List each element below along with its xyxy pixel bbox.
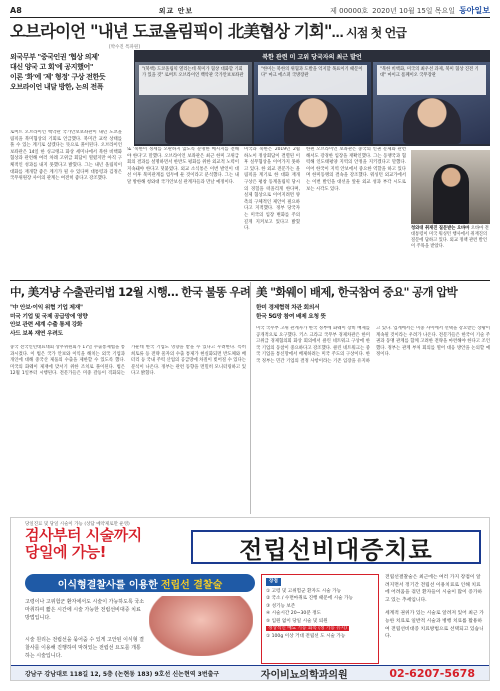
official-quote: "한미는 북한의 위협과 도발을 억지할 목표이기 때문이다" 마크 에스퍼 국방장관 (258, 65, 367, 95)
clinic-advertisement[interactable] (10, 517, 490, 681)
ad-side-paragraph: 세계적 권위가 있는 시술로 알려져 있어 최근 가능한 치료로 일반적 시술과 병행 치료를 활용하여 전립선비대증 치료방법으로 선택되고 있습니다. (385, 611, 484, 640)
portrait-image (165, 98, 223, 144)
subheadline: 안보 관련 세계 수출 통제 강화 (10, 322, 83, 328)
headline-tail: … 시점 첫 언급 (331, 26, 407, 40)
subheadline: "中 안보·이익 위협 기업 제재" (10, 305, 83, 311)
official-panel (373, 62, 490, 144)
left-article-subheads (10, 304, 126, 338)
ad-red-headline (25, 527, 142, 561)
feature-item: ① 100g 이상 거대 전립선 도 시술 가능 (266, 633, 346, 639)
ad-footer (11, 665, 489, 680)
feature-item: ④ 시술시간 20~30분 정도 (266, 611, 322, 616)
ad-eyebrow: 당일진료 및 당일 시술이 가능 (상담 예약제로만 운영) (25, 522, 130, 527)
official-panel (254, 62, 371, 144)
subheadline: 대신 양국 고 회'에 공지했어" (10, 63, 94, 71)
procedure-illustration (149, 596, 253, 656)
reporter-byline: [박수진 특파원] (108, 45, 140, 50)
headline-main: 오브라이언 "내년 도쿄올림픽이 北美협상 기회" (10, 22, 332, 41)
article-column: 로버트 오브라이언 백악관 국가안보보좌관이 내년 도쿄올림픽을 북미협상의 기회로 언급했다. 북미간 교착 상태를 풀 수 있는 계기로 삼겠다는 뜻으로 풀이된다. 오브라이언 보좌관은 14일 한 싱크탱크 화상 세미나에서 북한 비핵화 협상과 관련해 여러 차례 고위급 회담이 열렸지만 아직 구체적인 성과를 내지 못했다고 밝혔다. 그는 내년 올림픽이 대화를 재개할 좋은 계기가 될 수 있다며 대통령과 김정은 국무위원장 사이의 관계는 여전히 좋다고 강조했다. (10, 130, 122, 182)
section-divider (10, 280, 490, 281)
feature-item: ⑤ 입원 없이 당일 시술 및 퇴원 (266, 618, 328, 624)
column-divider (250, 282, 251, 514)
ad-procedure-title (25, 574, 255, 592)
subheadline: 한국 5G망 참여 배제 요청 뜻 (256, 313, 326, 320)
ad-title-main: 이식형결찰사를 이용한 (57, 579, 158, 591)
ad-side-text (385, 574, 485, 641)
ad-body-text: 고령이나 고위험군 환자에서도 시술이 가능하도록 국소마취하여 짧은 시간에 시술 가능한 전립선비대증 치료방법입니다. (25, 599, 145, 621)
page-header (10, 6, 490, 18)
portrait-image (403, 98, 461, 144)
page-number: A8 (10, 6, 22, 15)
right-article-body: 미국 국무부 고위 관계자가 한국 정부에 화웨이 장비 배제를 공개적으로 요구했다. 키스 크라크 국무부 경제차관은 한미 고위급 경제협의회 화상 회의에서 클린 네트워크 구상에 한국 기업의 동참이 중요하다고 강조했다. 클린 네트워크는 중국 기업을 통신망에서 배제하려는 미국 주도의 구상이다. 한국 정부는 민간 기업의 결정 사항이라는 기존 입장을 유지하고 있다. 업계에서는 미중 사이에서 선택을 강요받는 상황이 계속될 것이라는 우려가 나온다. 전문가들은 한국이 기술 주권과 동맹 관계를 함께 고려한 전략을 마련해야 한다고 조언했다. 정부는 관계 부처 회의를 열어 대응 방안을 논의할 예정이다. (256, 326, 490, 364)
article-column: 미국과 북한은 2019년 2월 하노이 정상회담이 결렬된 이후 실무협상을 이어가지 못하고 있다. 한 외교 전문가는 올림픽을 계기로 한 대화 재개 구상은 평창 동계올림픽 당시의 경험을 떠올리게 한다며, 실제 협상으로 이어지려면 양측의 구체적인 제안이 필요하다고 지적했다. 정부 당국자는 미국의 입장 변화를 주의 깊게 지켜보고 있다고 밝혔다. (244, 147, 300, 232)
subheadline: 한미 경제협력 차관 회의서 (256, 305, 320, 311)
clinic-phone[interactable]: 02-6207-5678 (389, 666, 475, 680)
person-image (433, 164, 469, 224)
newspaper-logo[interactable]: 동아일보 (459, 5, 490, 15)
official-panel (135, 62, 252, 144)
caption-text: 오바마 전 대통령이 미국 워싱턴 행사에서 취재진의 질문에 답하고 있다. 외교 정책 관련 발언이 주목을 받았다. (411, 226, 489, 249)
side-photo (411, 150, 490, 224)
ad-red-line: 검사부터 시술까지 (25, 526, 142, 544)
clinic-address: 강남구 강남대로 118길 12, 5층 (논현동 183) 9호선 신논현역 3번출구 (25, 670, 220, 678)
feature-item: ① 고령 및 고위험군 환자도 시술 가능 (266, 588, 342, 594)
ad-body-text: 시술 원리는 전립선을 묶어줌 수 있게 고안된 이식형 결찰사를 이용해 진행하여 막혀있는 전립선 요도를 개통하는 시술입니다. (25, 637, 144, 659)
left-article-title[interactable]: 中, 美겨냥 수출관리법 12월 시행… 한국 불똥 우려 (10, 285, 251, 299)
issue-date: 2020년 10월 15일 목요일 (372, 6, 456, 15)
ad-features-box (261, 574, 379, 664)
ad-main-title: 전립선비대증치료 (191, 530, 481, 564)
article-column: 한편 오브라이언 보좌관은 중국의 인권 문제와 관련해서도 강경한 입장을 재확인했다. 그는 동맹국과 협력해 인도태평양 지역의 안정을 지키겠다고 말했다. 이어 한국이 지역 안보에서 중요한 역할을 하고 있다며 한미동맹의 결속을 강조했다. 워싱턴 외교가에서는 이번 발언을 대선을 앞둔 외교 성과 부각 시도로 보는 시각도 있다. (306, 147, 406, 192)
subheadline: 외국무부 "중국인권 '협상 의제' (10, 53, 100, 61)
subheadline: 이론 '화'에 '제' 형정' 구상 전한듯 (10, 73, 106, 81)
main-headline[interactable] (10, 22, 490, 43)
header-meta (330, 5, 490, 16)
subheadline: 오브라이언 내달 방한, 논의 전폭 (10, 83, 104, 91)
right-article-title[interactable]: 美 "화웨이 배제, 한국참여 중요" 공개 압박 (256, 285, 458, 299)
section-name: 외교 안보 (158, 6, 194, 15)
official-quote: "북한 비핵화, 미국의 최우선 과제, 북미 협상 진전 기대" 마이크 폼페이오 국무장관 (377, 65, 486, 95)
caption-title: 청와대 취재진 질문받는 오바마 (411, 226, 470, 231)
article-column: 또 '북한이 정세를 오판하지 않도록 분명한 메시지를 전해야 한다'고 말했다. 오브라이언 보좌관은 최근 한미 고위급 회의 결과를 설명하면서 한반도 평화를 위한 외교적 노력이 지속돼야 한다고 덧붙였다. 외교 소식통은 이번 발언이 대선 이후 북미관계를 염두에 둔 것이라고 분석했다. 그는 내달 방한해 청와대 국가안보실 관계자들과 만날 예정이다. (127, 147, 239, 185)
feature-item: ② 국소 / 수면마취로 진행 때문에 시술 가능 (266, 596, 353, 601)
subheadline: 사드 보복 재연 우려도 (10, 330, 63, 337)
official-quote: "(북핵) 도쿄올림픽 열리는데 북미가 협상 대화할 기회가 있을 것" 로버트 오브라이언 백악관 국가안보보좌관 (139, 65, 248, 95)
ad-title-emphasis: 전립선 결찰술 (160, 579, 223, 591)
issue-number: 제 00000호 (330, 6, 369, 15)
photo-caption (411, 226, 490, 250)
feature-highlight: 정상적인 배뇨 기능 회복 (성 기능 유지) (268, 626, 347, 631)
subheadlines (10, 52, 128, 92)
subheadline: 미국 기업 및 국제 공급망에 영향 (10, 313, 88, 320)
portrait-image (284, 98, 342, 144)
feature-item: ③ 성기능 보존 (266, 603, 296, 609)
left-article-body: 중국 전국인민대표대회 상무위원회가 17일 수출통제법을 통과시켰다. 이 법은 국가 안보와 이익을 해치는 외국 기업과 개인에 대해 중국산 제품의 수출을 제한할 수 있도록 했다. 미국의 화웨이 제재에 맞서기 위한 조치로 풀이된다. 법은 12월 1일부터 시행된다. 전문가들은 미중 갈등이 격화되는 가운데 한국 기업도 영향을 받을 수 있다고 우려한다. 특히 희토류 등 전략 물자의 수출 통제가 현실화되면 반도체와 배터리 등 국내 주력 산업의 공급망에 차질이 빚어질 수 있다는 분석이 나온다. 정부는 관련 동향을 면밀히 모니터링하고 있다고 밝혔다. (10, 345, 246, 377)
ad-red-line: 당일에 가능! (25, 543, 107, 561)
clinic-name[interactable]: 자이비뇨의학과의원 (260, 669, 348, 681)
right-article-subheads (256, 304, 372, 321)
officials-photo-panel (134, 50, 490, 146)
photo-title: 북한 관련 미 고위 당국자의 최근 발언 (262, 54, 362, 61)
features-tag: 장점 (266, 578, 281, 586)
ad-side-paragraph: 전립선결찰술은 최근에는 여러 가지 장점이 알려지면서 정기간 전립선 이용치료로 인해 치료에 어려움을 겪던 환자들이 시술이 많이 증가하고 있는 추세입니다. (385, 575, 483, 603)
